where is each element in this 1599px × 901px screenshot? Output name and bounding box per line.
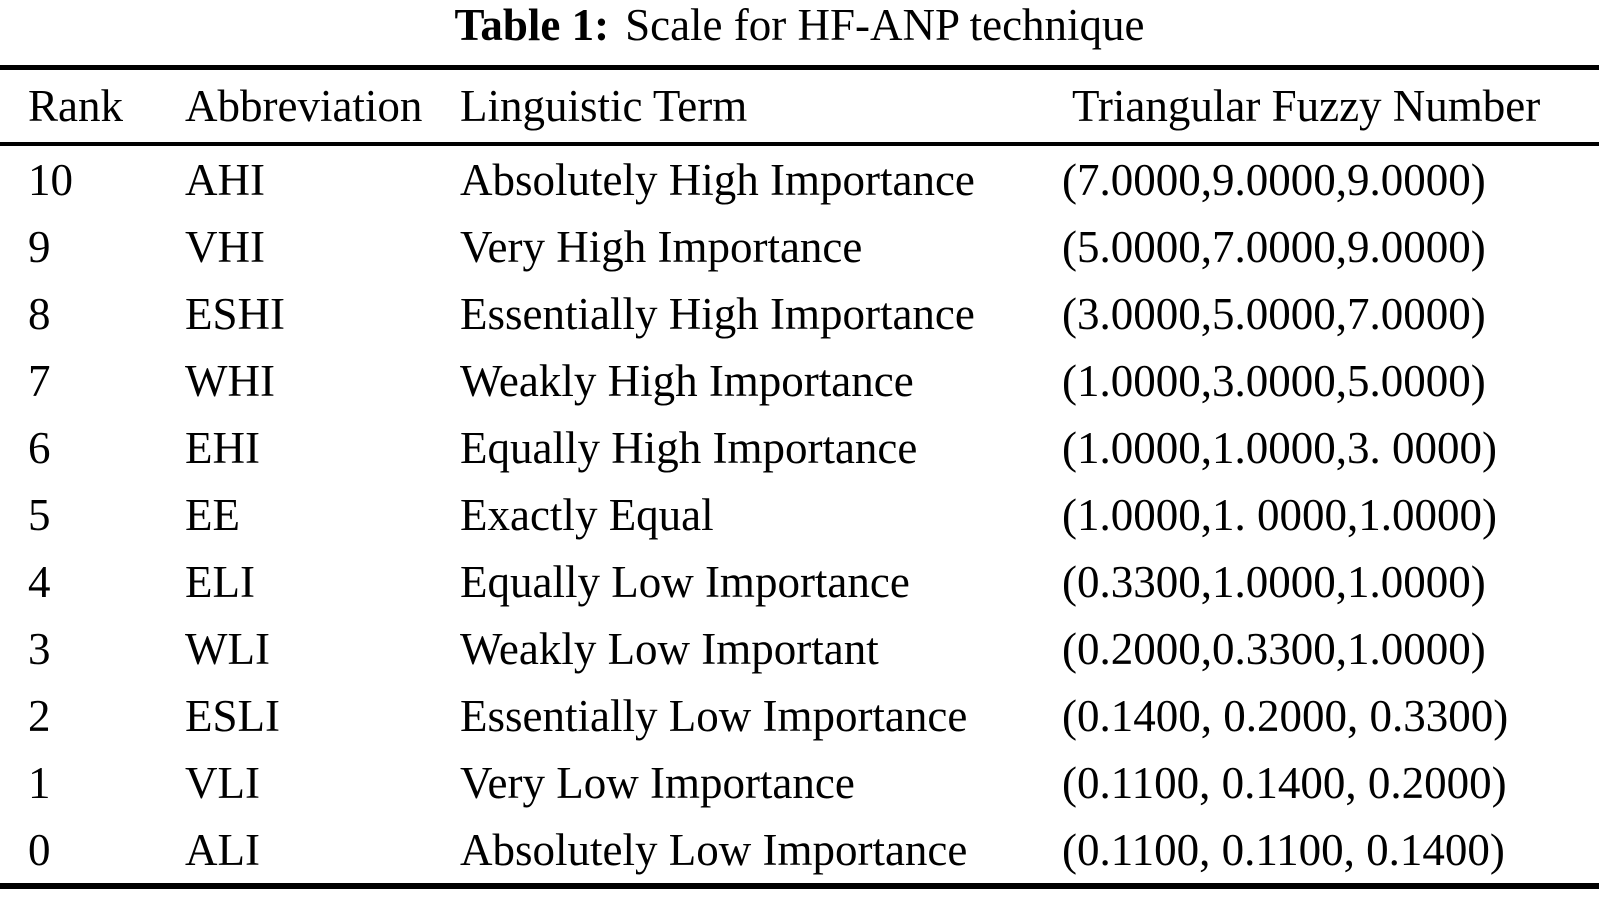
cell-abbreviation: WHI	[185, 355, 275, 406]
cell-fuzzy-number: (0.1100, 0.1100, 0.1400)	[1062, 824, 1505, 875]
column-header-abbreviation: Abbreviation	[185, 81, 423, 131]
table-caption	[0, 0, 1599, 65]
column-header-triangular-fuzzy-number: Triangular Fuzzy Number	[1072, 81, 1541, 131]
cell-abbreviation: VLI	[185, 757, 260, 808]
cell-rank: 3	[28, 623, 51, 674]
scale-table	[0, 65, 1599, 889]
cell-linguistic-term: Equally Low Importance	[460, 556, 910, 607]
cell-rank: 0	[28, 824, 51, 875]
cell-abbreviation: ESLI	[185, 690, 280, 741]
table-row	[0, 347, 1599, 414]
cell-abbreviation: EE	[185, 489, 240, 540]
cell-abbreviation: ALI	[185, 824, 260, 875]
cell-fuzzy-number: (5.0000,7.0000,9.0000)	[1062, 221, 1486, 272]
table-row	[0, 414, 1599, 481]
cell-fuzzy-number: (0.3300,1.0000,1.0000)	[1062, 556, 1486, 607]
cell-abbreviation: VHI	[185, 221, 265, 272]
cell-fuzzy-number: (0.1100, 0.1400, 0.2000)	[1062, 757, 1507, 808]
cell-fuzzy-number: (1.0000,3.0000,5.0000)	[1062, 355, 1486, 406]
table-row	[0, 548, 1599, 615]
cell-rank: 9	[28, 221, 51, 272]
table-caption-text: Scale for HF-ANP technique	[625, 0, 1145, 50]
cell-linguistic-term: Weakly Low Important	[460, 623, 879, 674]
table-row	[0, 481, 1599, 548]
cell-abbreviation: AHI	[185, 154, 265, 205]
cell-abbreviation: WLI	[185, 623, 270, 674]
cell-fuzzy-number: (0.1400, 0.2000, 0.3300)	[1062, 690, 1509, 741]
cell-rank: 5	[28, 489, 51, 540]
cell-rank: 1	[28, 757, 51, 808]
table-row	[0, 280, 1599, 347]
cell-linguistic-term: Essentially Low Importance	[460, 690, 968, 741]
table-row	[0, 749, 1599, 816]
cell-linguistic-term: Exactly Equal	[460, 489, 714, 540]
table-body	[0, 144, 1599, 886]
cell-fuzzy-number: (7.0000,9.0000,9.0000)	[1062, 154, 1486, 205]
header-row	[0, 68, 1599, 145]
table-row	[0, 615, 1599, 682]
table-row	[0, 213, 1599, 280]
cell-fuzzy-number: (1.0000,1.0000,3. 0000)	[1062, 422, 1497, 473]
cell-linguistic-term: Very Low Importance	[460, 757, 855, 808]
table-row	[0, 816, 1599, 886]
cell-rank: 6	[28, 422, 51, 473]
column-header-rank: Rank	[28, 81, 123, 131]
cell-fuzzy-number: (3.0000,5.0000,7.0000)	[1062, 288, 1486, 339]
table-row	[0, 682, 1599, 749]
table-caption-label: Table 1:	[454, 0, 610, 50]
cell-fuzzy-number: (1.0000,1. 0000,1.0000)	[1062, 489, 1497, 540]
cell-rank: 8	[28, 288, 51, 339]
cell-fuzzy-number: (0.2000,0.3300,1.0000)	[1062, 623, 1486, 674]
cell-rank: 10	[28, 154, 73, 205]
table-row	[0, 144, 1599, 213]
cell-abbreviation: EHI	[185, 422, 260, 473]
cell-linguistic-term: Essentially High Importance	[460, 288, 975, 339]
cell-linguistic-term: Weakly High Importance	[460, 355, 914, 406]
cell-rank: 2	[28, 690, 51, 741]
cell-rank: 7	[28, 355, 51, 406]
cell-linguistic-term: Absolutely High Importance	[460, 154, 975, 205]
cell-linguistic-term: Very High Importance	[460, 221, 863, 272]
cell-abbreviation: ELI	[185, 556, 255, 607]
cell-abbreviation: ESHI	[185, 288, 285, 339]
cell-linguistic-term: Equally High Importance	[460, 422, 918, 473]
cell-rank: 4	[28, 556, 51, 607]
column-header-linguistic-term: Linguistic Term	[460, 81, 748, 131]
cell-linguistic-term: Absolutely Low Importance	[460, 824, 968, 875]
